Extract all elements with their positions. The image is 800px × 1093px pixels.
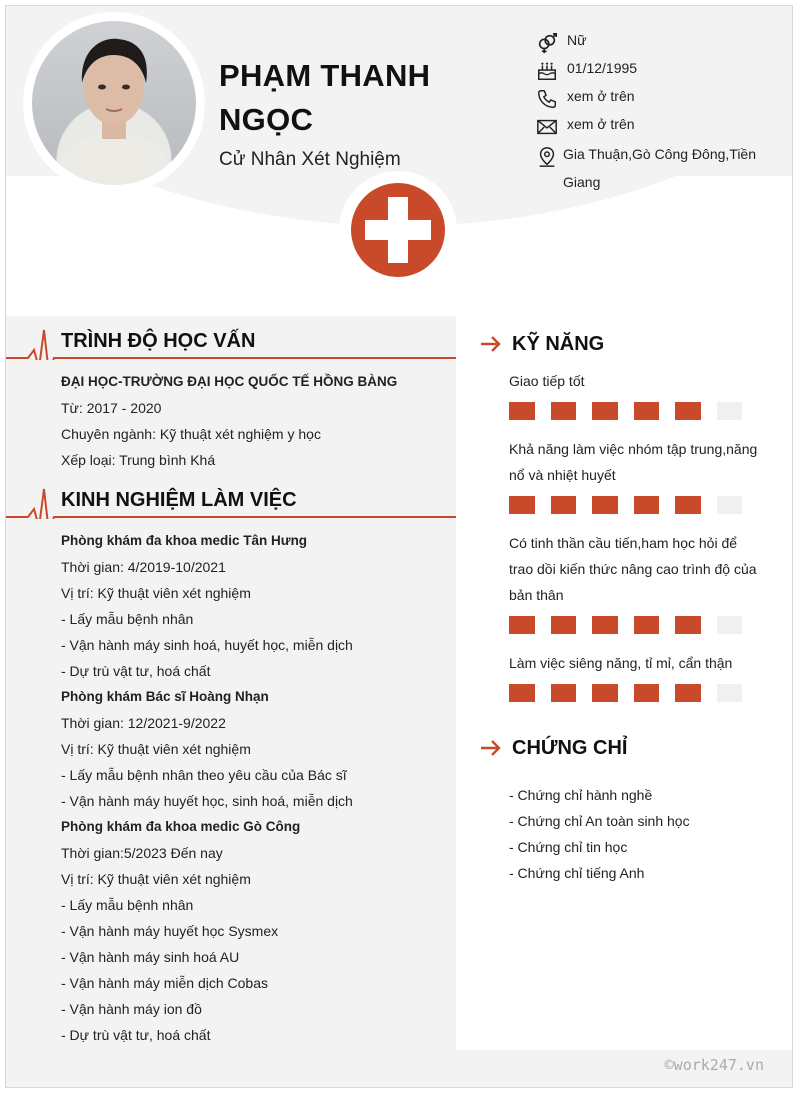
job-entry	[61, 814, 456, 1048]
skill-item	[456, 368, 793, 420]
job-position: Vị trí: Kỹ thuật viên xét nghiệm	[61, 585, 251, 601]
skill-segment-filled	[634, 496, 660, 514]
job-time: Thời gian: 12/2021-9/2022	[61, 715, 226, 731]
gender-value: Nữ	[567, 32, 587, 48]
arrow-right-icon	[480, 336, 502, 352]
certificate-item: - Chứng chỉ tin học	[509, 839, 628, 855]
skills-heading	[456, 324, 793, 364]
skill-segment-empty	[717, 402, 743, 420]
medical-badge	[339, 171, 457, 289]
skill-segment-filled	[509, 496, 535, 514]
education-period: Từ: 2017 - 2020	[61, 400, 162, 416]
job-entry	[61, 684, 456, 814]
skill-segment-empty	[717, 684, 743, 702]
skill-segment-filled	[675, 402, 701, 420]
certificates-list	[456, 782, 793, 886]
skill-level-bar	[509, 402, 758, 420]
job-task: - Vận hành máy ion đồ	[61, 1001, 202, 1017]
certificate-item: - Chứng chỉ An toàn sinh học	[509, 813, 690, 829]
skill-segment-filled	[634, 684, 660, 702]
contact-birthday	[536, 60, 786, 88]
job-task: - Vận hành máy sinh hoá AU	[61, 949, 240, 965]
job-time: Thời gian: 4/2019-10/2021	[61, 559, 226, 575]
job-entry	[61, 528, 456, 684]
avatar-portrait-icon	[32, 21, 196, 185]
education-major: Chuyên ngành: Kỹ thuật xét nghiệm y học	[61, 426, 321, 442]
arrow-right-icon	[480, 740, 502, 756]
certificate-item: - Chứng chỉ hành nghề	[509, 787, 653, 803]
left-column	[6, 310, 456, 1088]
skill-name: Làm việc siêng năng, tỉ mỉ, cẩn thận	[509, 655, 733, 671]
certificates-heading	[456, 728, 793, 768]
skill-segment-filled	[509, 402, 535, 420]
education-school: ĐẠI HỌC-TRƯỜNG ĐẠI HỌC QUỐC TẾ HỒNG BÀNG	[61, 374, 398, 389]
skill-segment-filled	[551, 684, 577, 702]
skills-heading-label: KỸ NĂNG	[512, 332, 605, 355]
watermark: ©work247.vn	[664, 1056, 764, 1074]
skill-item	[456, 650, 793, 702]
right-column	[456, 310, 793, 1050]
experience-heading	[6, 469, 456, 519]
contact-gender	[536, 32, 786, 60]
certificate-item: - Chứng chỉ tiếng Anh	[509, 865, 645, 881]
job-position: Vị trí: Kỹ thuật viên xét nghiệm	[61, 741, 251, 757]
job-position: Vị trí: Kỹ thuật viên xét nghiệm	[61, 871, 251, 887]
email-value: xem ở trên	[567, 116, 635, 132]
job-company: Phòng khám Bác sĩ Hoàng Nhạn	[61, 689, 269, 704]
skill-segment-filled	[675, 496, 701, 514]
job-task: - Lấy mẫu bệnh nhân	[61, 897, 194, 913]
job-task: - Vận hành máy sinh hoá, huyết học, miễn dịch	[61, 637, 353, 653]
skill-segment-filled	[592, 616, 618, 634]
contact-info	[536, 32, 786, 196]
resume-page	[5, 5, 793, 1088]
candidate-name: PHẠM THANH NGỌC	[219, 58, 431, 137]
location-pin-icon	[536, 146, 558, 168]
skill-segment-filled	[592, 496, 618, 514]
candidate-title: Cử Nhân Xét Nghiệm	[219, 149, 401, 170]
skill-segment-filled	[509, 684, 535, 702]
medical-cross-icon	[351, 183, 445, 277]
skill-segment-filled	[675, 616, 701, 634]
gender-icon	[536, 32, 558, 54]
education-heading	[6, 310, 456, 360]
skill-segment-filled	[551, 616, 577, 634]
skill-level-bar	[509, 684, 758, 702]
skill-level-bar	[509, 496, 758, 514]
job-company: Phòng khám đa khoa medic Tân Hưng	[61, 533, 308, 548]
skill-segment-filled	[634, 616, 660, 634]
address-value: Gia Thuận,Gò Công Đông,Tiền Giang	[563, 146, 757, 190]
certificates-heading-label: CHỨNG CHỈ	[512, 736, 628, 759]
contact-phone	[536, 88, 786, 116]
skill-segment-filled	[551, 402, 577, 420]
skill-name: Khả năng làm việc nhóm tập trung,năng nổ và nhiệt huyết	[509, 441, 758, 483]
education-grade: Xếp loại: Trung bình Khá	[61, 452, 216, 468]
job-company: Phòng khám đa khoa medic Gò Công	[61, 819, 301, 834]
skill-segment-filled	[634, 402, 660, 420]
job-task: - Dự trù vật tư, hoá chất	[61, 1027, 211, 1043]
envelope-icon	[536, 116, 558, 138]
skill-name: Giao tiếp tốt	[509, 373, 585, 389]
phone-icon	[536, 88, 558, 110]
skill-item	[456, 436, 793, 514]
experience-content	[6, 528, 456, 1048]
job-task: - Dự trù vật tư, hoá chất	[61, 663, 211, 679]
job-time: Thời gian:5/2023 Đến nay	[61, 845, 223, 861]
job-task: - Vận hành máy miễn dịch Cobas	[61, 975, 268, 991]
skill-level-bar	[509, 616, 758, 634]
skill-segment-filled	[675, 684, 701, 702]
skill-segment-filled	[592, 402, 618, 420]
skill-name: Có tinh thần cầu tiến,ham học hỏi để trao dồi kiến thức nâng cao trình độ của bản thân	[509, 535, 757, 603]
education-content	[6, 369, 456, 473]
skill-segment-empty	[717, 616, 743, 634]
skill-segment-empty	[717, 496, 743, 514]
avatar	[32, 21, 196, 185]
birthday-value: 01/12/1995	[567, 60, 638, 76]
avatar-frame	[23, 12, 205, 194]
job-task: - Vận hành máy huyết học, sinh hoá, miễn dịch	[61, 793, 353, 809]
phone-value: xem ở trên	[567, 88, 635, 104]
skill-item	[456, 530, 793, 634]
job-task: - Vận hành máy huyết học Sysmex	[61, 923, 279, 939]
skill-segment-filled	[592, 684, 618, 702]
job-task: - Lấy mẫu bệnh nhân theo yêu cầu của Bác sĩ	[61, 767, 347, 783]
cake-icon	[536, 60, 558, 82]
contact-address	[536, 144, 786, 196]
skill-segment-filled	[509, 616, 535, 634]
job-task: - Lấy mẫu bệnh nhân	[61, 611, 194, 627]
education-heading-label: TRÌNH ĐỘ HỌC VẤN	[61, 330, 263, 353]
experience-heading-label: KINH NGHIỆM LÀM VIỆC	[61, 489, 305, 512]
skill-segment-filled	[551, 496, 577, 514]
